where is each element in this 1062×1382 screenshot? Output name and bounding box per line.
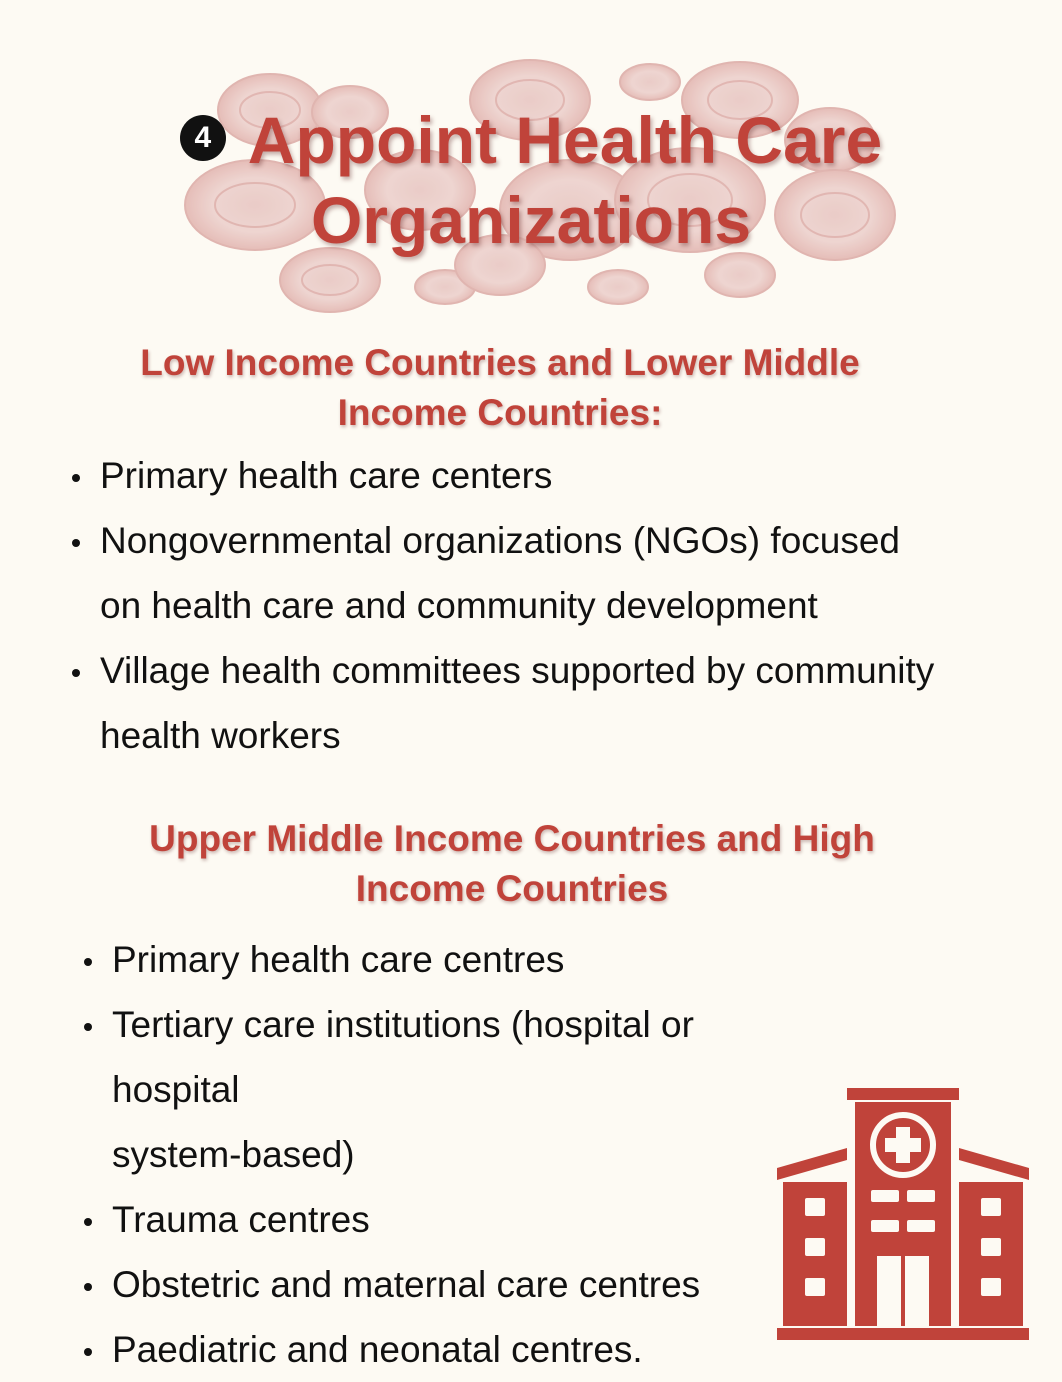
list-item-text: Paediatric and neonatal centres. <box>112 1329 643 1370</box>
list-item <box>78 927 798 992</box>
high-income-list <box>78 927 798 1382</box>
list-item-text-cont: on health care and community development <box>100 585 818 626</box>
section-heading-line-2: Income Countries <box>355 868 669 909</box>
list-item-text: Obstetric and maternal care centres <box>112 1264 701 1305</box>
section-heading-line-1: Upper Middle Income Countries and High <box>149 818 875 859</box>
list-item <box>78 1252 798 1317</box>
low-income-list <box>66 443 1046 768</box>
list-item-text-cont: health workers <box>100 715 341 756</box>
list-item <box>66 508 1046 638</box>
page-header <box>0 100 1062 260</box>
step-number-badge: 4 <box>180 115 226 161</box>
list-item <box>78 1187 798 1252</box>
page-title <box>0 100 1062 260</box>
list-item <box>78 992 798 1187</box>
list-item-text: Primary health care centres <box>112 939 565 980</box>
list-item <box>66 638 1046 768</box>
list-item-text-cont: system-based) <box>112 1134 355 1175</box>
title-line-1: Appoint Health Care <box>247 103 883 177</box>
section-heading-low-income <box>0 338 1000 438</box>
list-item-text: Trauma centres <box>112 1199 370 1240</box>
hospital-icon <box>775 1088 1031 1340</box>
list-item <box>78 1317 798 1382</box>
list-item <box>66 443 1046 508</box>
section-heading-high-income <box>12 814 1012 914</box>
list-item-text: Village health committees supported by community <box>100 650 935 691</box>
section-heading-line-2: Income Countries: <box>337 392 663 433</box>
list-item-text: Primary health care centers <box>100 455 553 496</box>
list-item-text: Tertiary care institutions (hospital or hospital <box>112 1004 694 1110</box>
list-item-text: Nongovernmental organizations (NGOs) focused <box>100 520 900 561</box>
section-heading-line-1: Low Income Countries and Lower Middle <box>140 342 860 383</box>
title-line-2: Organizations <box>310 183 752 257</box>
